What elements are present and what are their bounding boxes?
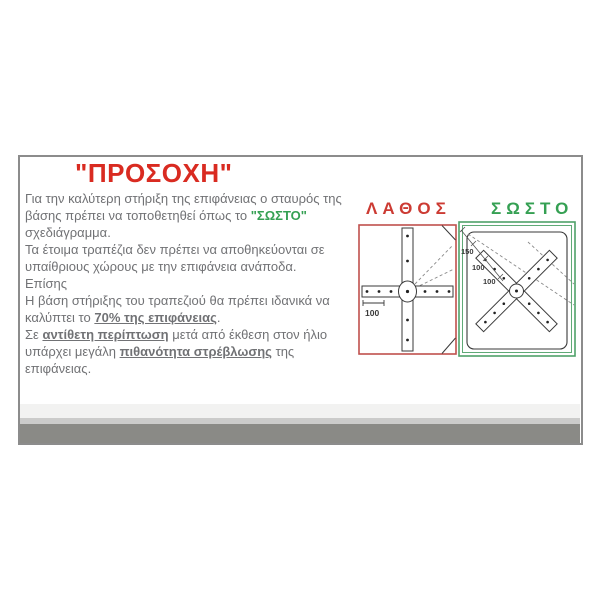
instruction-paragraph-5 bbox=[25, 326, 361, 377]
instruction-paragraph-3: Επίσης bbox=[25, 276, 68, 291]
p5-lead: Σε bbox=[25, 327, 43, 342]
instruction-paragraph-1 bbox=[25, 190, 361, 241]
dimension-label-150: 150 bbox=[461, 247, 474, 256]
p5-warning-highlight-1: αντίθετη περίπτωση bbox=[42, 327, 169, 342]
center-hub-hole bbox=[406, 290, 409, 293]
instruction-paragraph-2: Τα έτοιμα τραπέζια δεν πρέπει να αποθηκεύονται σε υπαίθριους χώρους με την επιφάνεια ανάποδα. bbox=[25, 242, 325, 274]
center-hub-hole bbox=[515, 290, 518, 293]
instructions-text bbox=[25, 190, 361, 377]
p1-correct-reference: "ΣΩΣΤΟ" bbox=[250, 208, 307, 223]
p4-coverage-highlight: 70% της επιφάνειας bbox=[94, 310, 217, 325]
wrong-diagram-label: ΛΑΘΟΣ bbox=[366, 199, 451, 218]
p4-lead: Η βάση στήριξης του τραπεζιού θα πρέπει ιδανικά να καλύπτει το bbox=[25, 293, 330, 325]
p4-tail: . bbox=[216, 310, 221, 325]
p5-tail: της επιφάνειας. bbox=[25, 344, 295, 376]
warning-title: "ΠΡΟΣΟΧΗ" bbox=[75, 158, 233, 188]
p1-lead: Για την καλύτερη στήριξη της επιφάνειας ο σταυρός της βάσης πρέπει να τοποθετηθεί όπως το bbox=[25, 191, 342, 223]
p1-tail: σχεδιάγραμμα. bbox=[25, 225, 111, 240]
footer-gray-bar bbox=[20, 424, 580, 443]
dimension-label-100b: 100 bbox=[483, 277, 496, 286]
correct-diagram-label: ΣΩΣΤΟ bbox=[491, 199, 574, 218]
footer-light-strip bbox=[20, 404, 580, 418]
correct-base-diagram bbox=[458, 221, 576, 357]
instruction-paragraph-4 bbox=[25, 292, 361, 326]
wrong-base-diagram bbox=[358, 224, 457, 355]
p5-warning-highlight-2: πιθανότητα στρέβλωσης bbox=[119, 344, 272, 359]
p5-mid: μετά από έκθεση στον ήλιο υπάρχει μεγάλη bbox=[25, 327, 328, 359]
dimension-label-100a: 100 bbox=[472, 263, 485, 272]
dimension-label-100: 100 bbox=[365, 308, 380, 318]
